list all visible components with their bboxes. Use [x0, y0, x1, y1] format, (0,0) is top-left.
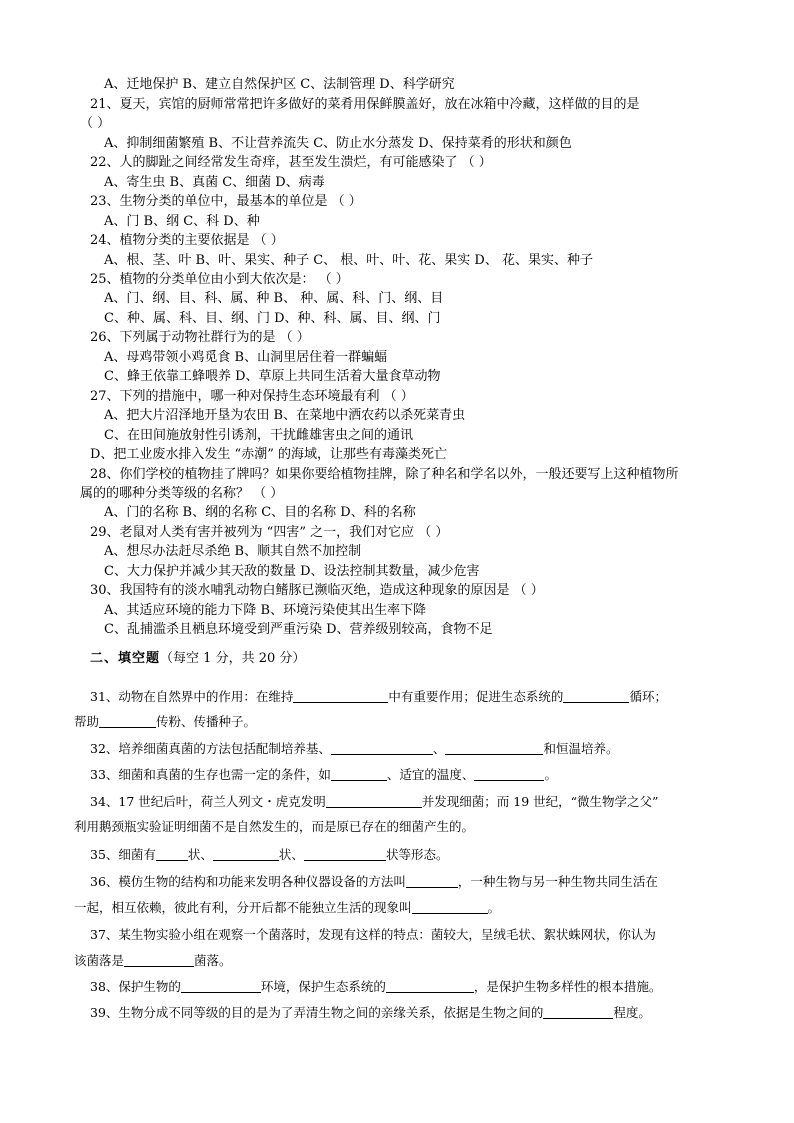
q36-line1: [90, 873, 658, 891]
q30-stem: 30、我国特有的淡水哺乳动物白鳍豚已濒临灭绝，造成这种现象的原因是 （ ）: [90, 583, 544, 598]
q31-blank-2[interactable]: [563, 689, 629, 703]
q35-blank-1[interactable]: [156, 847, 188, 861]
q33-blank-1[interactable]: [331, 767, 387, 781]
q32-blank-2[interactable]: [445, 741, 543, 755]
q22-stem: 22、人的脚趾之间经常发生奇痒，甚至发生溃烂，有可能感染了 （ ）: [90, 155, 492, 170]
q24-options: A、根、茎、叶 B、叶、果实、种子 C、 根、叶、叶、花、果实 D、 花、果实、种子: [104, 253, 593, 268]
q35-line: [90, 846, 448, 864]
q33-text: 33、细菌和真菌的生存也需一定的条件，如: [90, 767, 331, 782]
q32-line: [90, 740, 618, 758]
q37-line2: [74, 952, 232, 970]
q26-stem: 26、下列属于动物社群行为的是 （ ）: [90, 330, 310, 345]
q38-text: ，是保护生物多样性的根本措施。: [473, 979, 662, 994]
q23-stem: 23、生物分类的单位中，最基本的单位是 （ ）: [90, 194, 362, 209]
q36-text: 一起，相互依赖，彼此有利，分开后都不能独立生活的现象叫: [74, 900, 412, 915]
q22-options: A、寄生虫 B、真菌 C、细菌 D、病毒: [104, 175, 325, 190]
q34-line1: [90, 793, 658, 811]
q26-options-ab: A、母鸡带领小鸡觅食 B、山洞里居住着一群蝙蝠: [104, 350, 388, 365]
q34-line2: [74, 818, 474, 836]
q20-options: A、迁地保护 B、建立自然保护区 C、法制管理 D、科学研究: [104, 77, 455, 92]
q35-text: 35、细菌有: [90, 847, 156, 862]
q38-text: 38、保护生物的: [90, 979, 181, 994]
q28-stem: 28、你们学校的植物挂了牌吗？如果你要给植物挂牌，除了种名和学名以外，一般还要写上这种植物所: [90, 467, 679, 482]
q37-text: 菌落。: [194, 953, 232, 968]
q36-blank-2[interactable]: [412, 900, 488, 914]
q35-blank-3[interactable]: [304, 847, 386, 861]
q38-blank-1[interactable]: [181, 979, 261, 993]
q30-options-ab: A、其适应环境的能力下降 B、环境污染使其出生率下降: [104, 603, 427, 618]
q35-text: 状、: [278, 847, 304, 862]
section-number: 二、: [90, 651, 119, 666]
q35-text: 状等形态。: [385, 847, 449, 862]
q23-options: A、门 B、纲 C、科 D、种: [104, 214, 260, 229]
q25-stem: 25、植物的分类单位由小到大依次是： （ ）: [90, 272, 349, 287]
q35-blank-2[interactable]: [213, 847, 279, 861]
q37-blank-1[interactable]: [124, 953, 194, 967]
q38-text: 环境，保护生态系统的: [260, 979, 386, 994]
q31-text: 31、动物在自然界中的作用：在维持: [90, 689, 294, 704]
q39-text: 程度。: [613, 1005, 651, 1020]
q27-stem: 27、下列的措施中，哪一种对保持生态环境最有利 （ ）: [90, 389, 414, 404]
q29-options-cd: C、大力保护并减少其天敌的数量 D、设法控制其数量，减少危害: [104, 564, 480, 579]
section-note: （每空 1 分，共 20 分）: [160, 651, 306, 666]
q32-blank-1[interactable]: [331, 741, 433, 755]
q31-text: 循环；: [629, 689, 667, 704]
q32-text: 、: [432, 741, 446, 756]
q37-line1: [90, 926, 656, 944]
q35-text: 状、: [187, 847, 213, 862]
q24-stem: 24、植物分类的主要依据是 （ ）: [90, 233, 284, 248]
q38-blank-2[interactable]: [386, 979, 474, 993]
q21-answer-paren: （ ）: [80, 116, 111, 131]
q25-options-ab: A、门、纲、目、科、属、种 B、 种、属、科、门、纲、目: [104, 291, 444, 306]
q25-options-cd: C、种、属、科、目、纲、门 D、种、科、属、目、纲、门: [104, 311, 441, 326]
q32-text: 和恒温培养。: [543, 741, 619, 756]
q34-blank-1[interactable]: [326, 794, 422, 808]
q29-stem: 29、老鼠对人类有害并被列为 “四害” 之一，我们对它应 （ ）: [90, 525, 449, 540]
q31-line2: [74, 713, 256, 731]
q31-text: 帮助: [74, 714, 100, 729]
q36-text: 。: [487, 900, 501, 915]
q33-blank-2[interactable]: [474, 767, 544, 781]
q21-stem: 21、夏天，宾馆的厨师常常把许多做好的菜肴用保鲜膜盖好，放在冰箱中冷藏，这样做的目的是: [90, 97, 640, 112]
q39-text: 39、生物分成不同等级的目的是为了弄清生物之间的亲缘关系，依据是生物之间的: [90, 1005, 544, 1020]
q33-line: [90, 766, 557, 784]
q36-text: 36、模仿生物的结构和功能来发明各种仪器设备的方法叫: [90, 874, 406, 889]
q37-text: 37、某生物实验小组在观察一个菌落时，发现有这样的特点：菌较大，呈绒毛状、絮状蛛网状，你认为: [90, 927, 656, 942]
q36-blank-1[interactable]: [406, 874, 458, 888]
q27-option-d: D、把工业废水排入发生 “赤潮” 的海域，让那些有毒藻类死亡: [90, 447, 447, 462]
q38-line: [90, 978, 661, 996]
q31-line1: [90, 688, 667, 706]
q39-blank-1[interactable]: [543, 1005, 613, 1019]
q37-text: 该菌落是: [74, 953, 125, 968]
q29-options-ab: A、想尽办法赶尽杀绝 B、顺其自然不加控制: [104, 544, 362, 559]
q39-line: [90, 1004, 651, 1022]
q28-options: A、门的名称 B、纲的名称 C、目的名称 D、科的名称: [104, 505, 416, 520]
q31-blank-1[interactable]: [293, 689, 388, 703]
q27-option-ab: A、把大片沼泽地开垦为农田 B、在菜地中洒农药以杀死菜青虫: [104, 408, 466, 423]
q34-text: 34、17 世纪后叶，荷兰人列文・虎克发明: [90, 794, 326, 809]
q33-text: 。: [544, 767, 557, 782]
q31-text: 传粉、传播种子。: [156, 714, 257, 729]
q34-text: 利用鹅颈瓶实验证明细菌不是自然发生的，而是原已存在的细菌产生的。: [74, 819, 475, 834]
q26-options-cd: C、蜂王依靠工蜂喂养 D、草原上共同生活着大量食草动物: [104, 369, 441, 384]
q33-text: 、适宜的温度、: [386, 767, 475, 782]
q31-text: 中有重要作用；促进生态系统的: [388, 689, 564, 704]
q28-stem-cont: 属的的哪种分类等级的名称？ （ ）: [80, 486, 284, 501]
q36-text: ，一种生物与另一种生物共同生活在: [457, 874, 658, 889]
q31-blank-3[interactable]: [99, 714, 156, 728]
q32-text: 32、培养细菌真菌的方法包括配制培养基、: [90, 741, 331, 756]
q21-options: A、抑制细菌繁殖 B、不让营养流失 C、防止水分蒸发 D、保持菜肴的形状和颜色: [104, 136, 572, 151]
section-heading-fill-in: [90, 650, 305, 668]
q36-line2: [74, 899, 500, 917]
q27-option-c: C、在田间施放射性引诱剂，干扰雌雄害虫之间的通讯: [104, 428, 413, 443]
section-title: 填空题: [118, 651, 161, 666]
q30-options-cd: C、乱捕滥杀且栖息环境受到严重污染 D、营养级别较高，食物不足: [104, 622, 493, 637]
q34-text: 并发现细菌；而 19 世纪，“微生物学之父”: [421, 794, 659, 809]
